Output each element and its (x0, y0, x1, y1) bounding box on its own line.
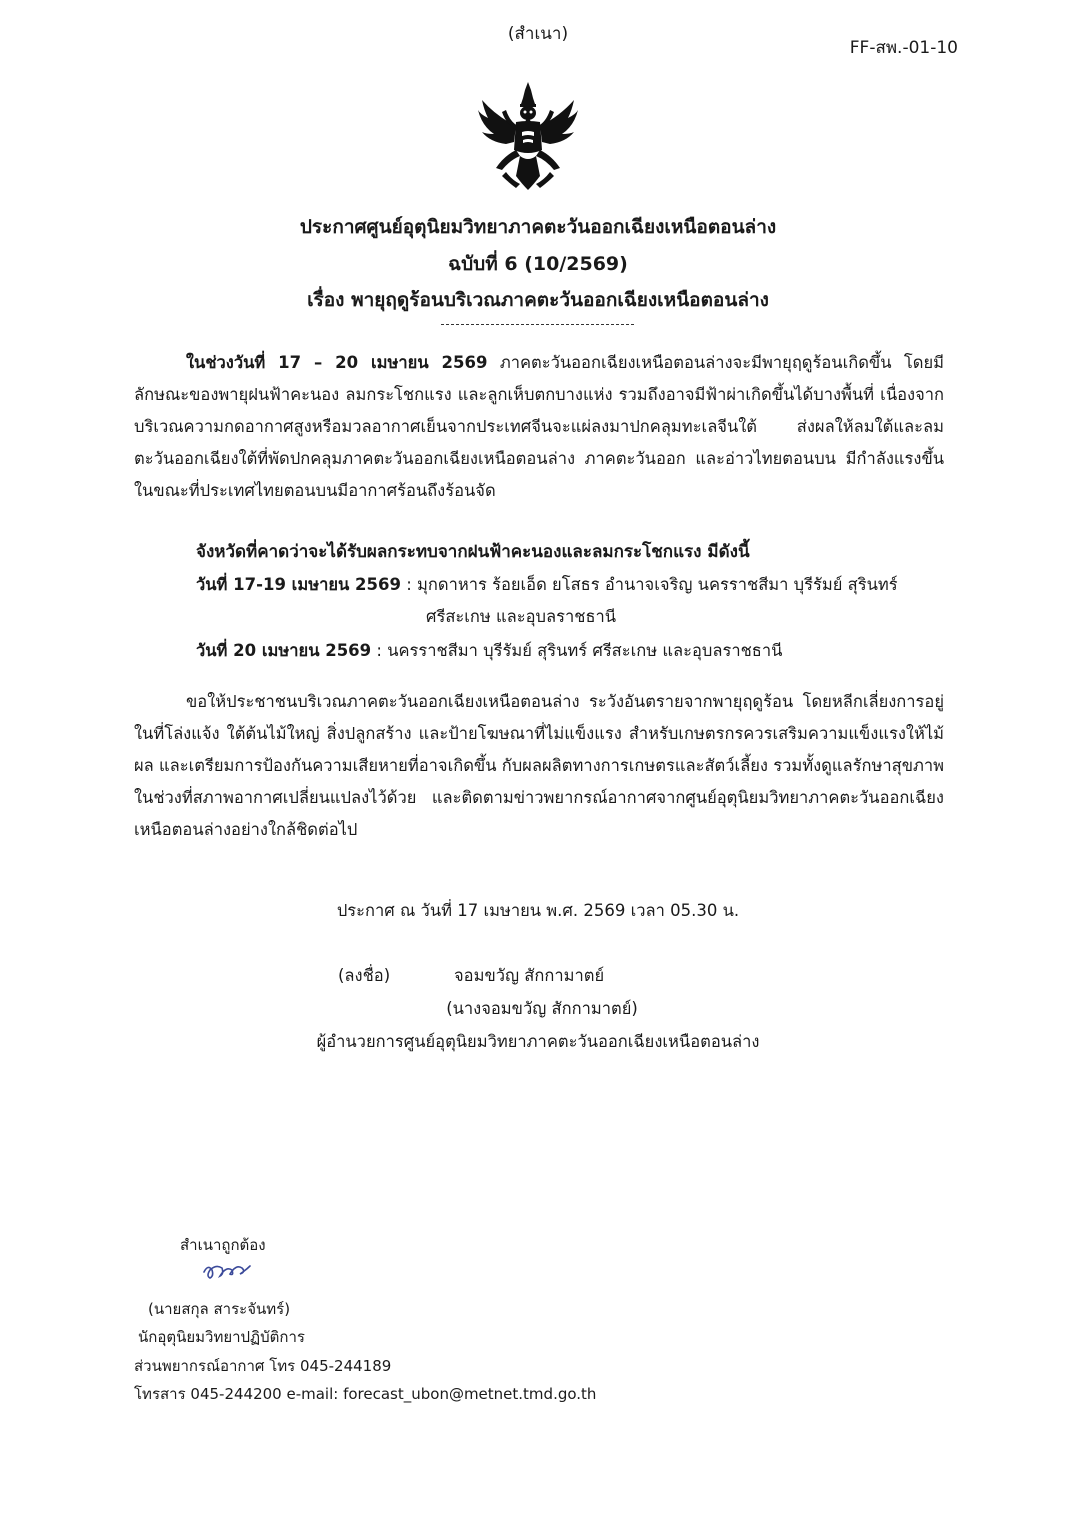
title-divider (441, 324, 634, 325)
signatory-name: จอมขวัญ สักกามาตย์ (454, 966, 605, 985)
announcement-date: ประกาศ ณ วันที่ 17 เมษายน พ.ศ. 2569 เวลา 05.30 น. (336, 901, 740, 920)
forecast-period: ในช่วงวันที่ 17 – 20 เมษายน 2569 (186, 353, 488, 372)
certified-copy-label: สำเนาถูกต้อง (180, 1236, 266, 1254)
garuda-emblem-icon (476, 80, 580, 195)
announcement-number: ฉบับที่ 6 (10/2569) (448, 253, 628, 275)
announcement-subject: เรื่อง พายุฤดูร้อนบริเวณภาคตะวันออกเฉียงเหนือตอนล่าง (307, 289, 769, 311)
announcement-title: ประกาศศูนย์อุตุนิยมวิทยาภาคตะวันออกเฉียงเหนือตอนล่าง (299, 216, 777, 238)
document-code: FF-สพ.-01-10 (849, 38, 958, 58)
signatory-position: ผู้อำนวยการศูนย์อุตุนิยมวิทยาภาคตะวันออกเฉียงเหนือตอนล่าง (316, 1032, 760, 1051)
period-1-provinces-continued: ศรีสะเกษ และอุบลราชธานี (426, 607, 617, 626)
period-1-label: วันที่ 17-19 เมษายน 2569 (196, 575, 401, 594)
forecast-paragraph (134, 347, 944, 507)
forecast-description: ภาคตะวันออกเฉียงเหนือตอนล่างจะมีพายุฤดูร้อนเกิดขึ้น โดยมีลักษณะของพายุฝนฟ้าคะนอง ลมกระโชกแรง และลูกเห็บตกบางแห่ง รวมถึงอาจมีฟ้าผ่าเกิดขึ้นได้บางพื้นที่ เนื่องจากบริเวณความกดอากาศสูงหรือมวลอากาศเย็นจากประเทศจีนจะแผ่ลงมาปกคลุมทะเลจีนใต้ ส่งผลให้ลมใต้และลมตะวันออกเฉียงใต้ที่พัดปกคลุมภาคตะวันออกเฉียงเหนือตอนล่าง ภาคตะวันออก และอ่าวไทยตอนบน มีกำลังแรงขึ้น ในขณะที่ประเทศไทยตอนบนมีอากาศร้อนถึงร้อนจัด (134, 353, 944, 500)
department-phone: ส่วนพยากรณ์อากาศ โทร 045-244189 (134, 1357, 392, 1375)
affected-provinces-title: จังหวัดที่คาดว่าจะได้รับผลกระทบจากฝนฟ้าคะนองและลมกระโชกแรง มีดังนี้ (196, 542, 750, 562)
fax-email: โทรสาร 045-244200 e-mail: forecast_ubon@metnet.tmd.go.th (134, 1385, 597, 1403)
advisory-paragraph (134, 686, 944, 846)
certifier-position: นักอุตุนิยมวิทยาปฏิบัติการ (138, 1328, 305, 1346)
period-2-provinces: : นครราชสีมา บุรีรัมย์ สุรินทร์ ศรีสะเกษ และอุบลราชธานี (371, 641, 783, 660)
period-2-label: วันที่ 20 เมษายน 2569 (196, 641, 372, 660)
advisory-text: ขอให้ประชาชนบริเวณภาคตะวันออกเฉียงเหนือตอนล่าง ระวังอันตรายจากพายุฤดูร้อน โดยหลีกเลี่ยงการอยู่ในที่โล่งแจ้ง ใต้ต้นไม้ใหญ่ สิ่งปลูกสร้าง และป้ายโฆษณาที่ไม่แข็งแรง สำหรับเกษตรกรควรเสริมความแข็งแรงให้ไม้ผล และเตรียมการป้องกันความเสียหายที่อาจเกิดขึ้น กับผลผลิตทางการเกษตรและสัตว์เลี้ยง รวมทั้งดูแลรักษาสุขภาพในช่วงที่สภาพอากาศเปลี่ยนแปลงไว้ด้วย และติดตามข่าวพยากรณ์อากาศจากศูนย์อุตุนิยมวิทยาภาคตะวันออกเฉียงเหนือตอนล่างอย่างใกล้ชิดต่อไป (134, 692, 944, 839)
signatory-full-name: (นางจอมขวัญ สักกามาตย์) (446, 999, 638, 1018)
signature-label: (ลงชื่อ) (338, 966, 391, 985)
period-2-row (196, 638, 956, 664)
handwritten-signature-icon (200, 1258, 252, 1284)
period-1-row (196, 572, 956, 598)
period-1-provinces: : มุกดาหาร ร้อยเอ็ด ยโสธร อำนาจเจริญ นครราชสีมา บุรีรัมย์ สุรินทร์ (400, 575, 898, 594)
certifier-name: (นายสกุล สาระจันทร์) (148, 1300, 291, 1318)
copy-label: (สำเนา) (507, 24, 569, 44)
